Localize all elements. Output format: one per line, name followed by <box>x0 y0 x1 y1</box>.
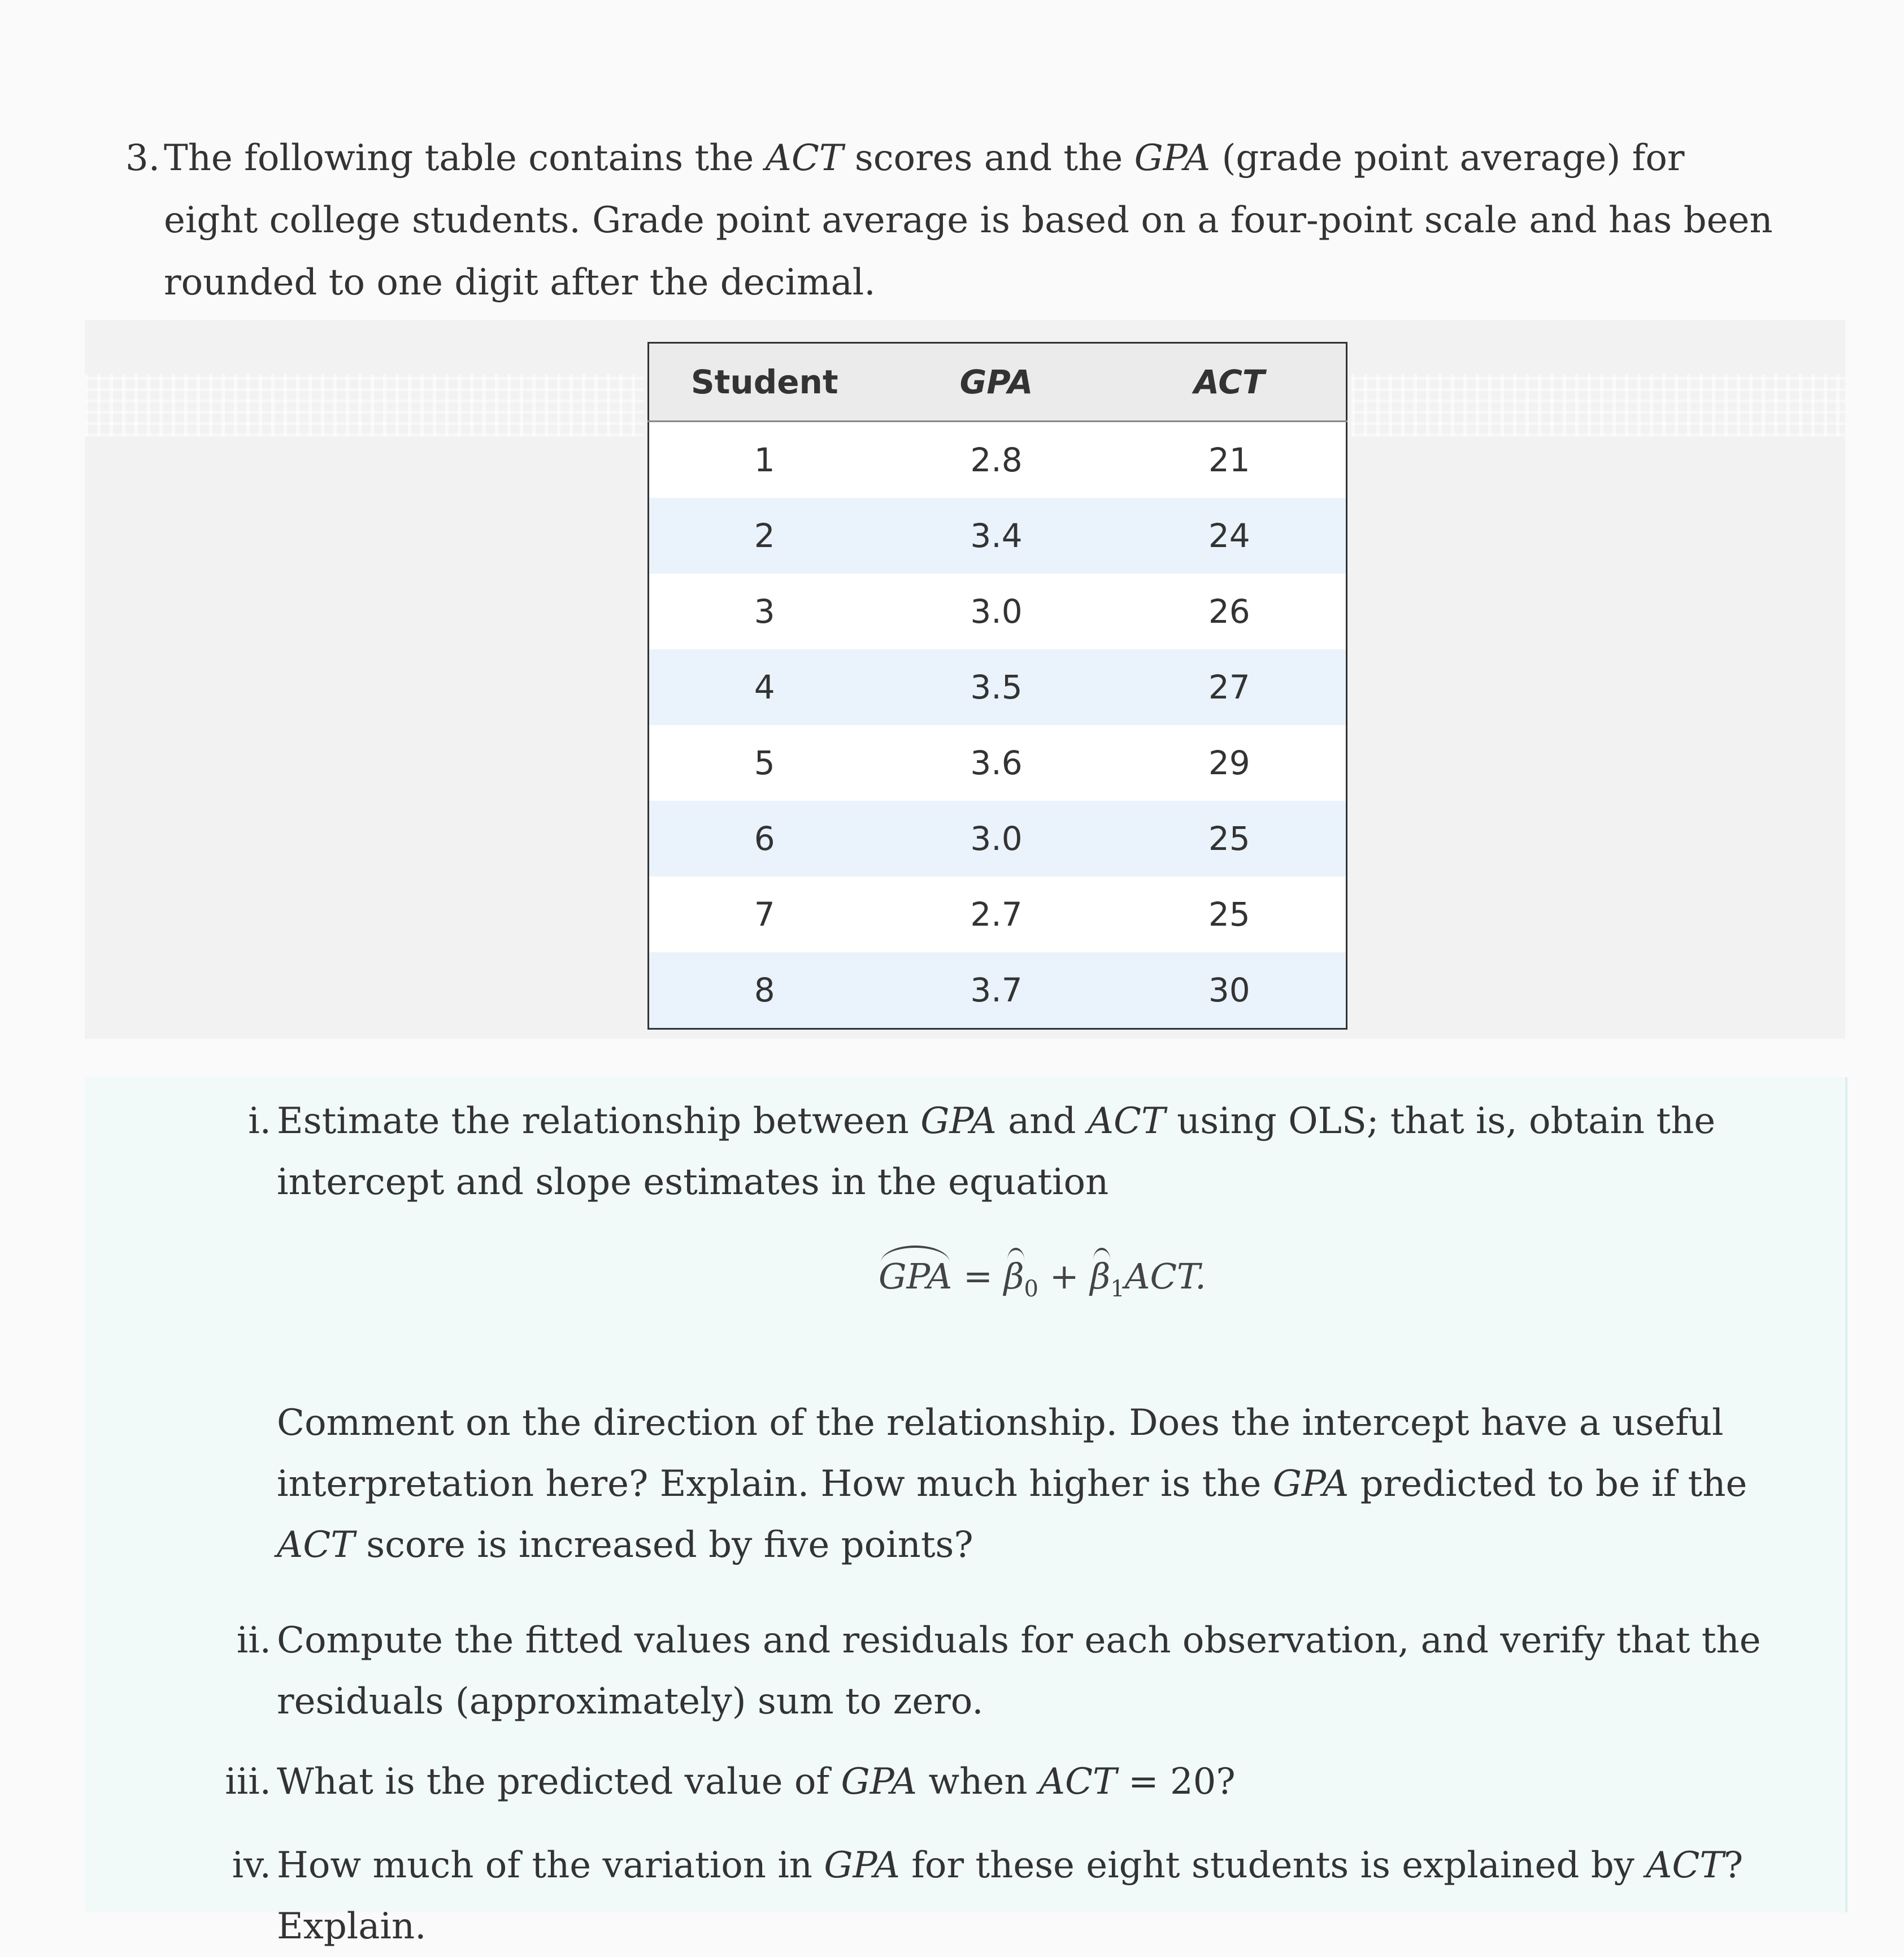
subquestion-iv <box>164 1835 1780 1957</box>
cell-student: 6 <box>649 801 880 876</box>
intro-text: The following table contains the ACT scores and the GPA (grade point average) for eight college students. Grade point average is based on a four-point scale and has been rounded to one digit after the decimal. <box>164 137 1773 303</box>
cell-act: 29 <box>1113 725 1347 801</box>
cell-student: 4 <box>649 649 880 725</box>
table-row <box>649 952 1347 1029</box>
data-table <box>647 342 1347 1030</box>
subquestion-iii-label: iii. <box>225 1761 271 1803</box>
question-number: 3. <box>125 137 160 179</box>
cell-gpa: 3.5 <box>880 649 1113 725</box>
table-header-row <box>649 343 1347 422</box>
subquestion-ii-label: ii. <box>236 1620 271 1661</box>
regression-equation: GPA = $\beta_0 + \beta_1ACT$. <box>879 1256 1206 1302</box>
header-act: ACT <box>1113 343 1347 422</box>
table-row <box>649 498 1347 574</box>
cell-act: 24 <box>1113 498 1347 574</box>
subquestion-iii <box>164 1751 1780 1812</box>
subquestion-iv-label: iv. <box>232 1845 271 1886</box>
cell-student: 7 <box>649 876 880 952</box>
cell-student: 1 <box>649 422 880 498</box>
table-row <box>649 649 1347 725</box>
table-row <box>649 876 1347 952</box>
band-pattern-left <box>85 374 644 436</box>
subquestion-ii-text: Compute the fitted values and residuals for each observation, and verify that the residuals (approximately) sum to zero. <box>277 1620 1761 1722</box>
cell-gpa: 3.6 <box>880 725 1113 801</box>
cell-gpa: 3.7 <box>880 952 1113 1029</box>
cell-gpa: 3.0 <box>880 801 1113 876</box>
table-row <box>649 574 1347 649</box>
subquestion-i-label: i. <box>248 1100 271 1142</box>
subquestion-i-text: Estimate the relationship between GPA and ACT using OLS; that is, obtain the intercept and slope estimates in the equation <box>277 1100 1716 1203</box>
cell-student: 3 <box>649 574 880 649</box>
band-pattern-right <box>1351 374 1845 436</box>
cell-act: 25 <box>1113 876 1347 952</box>
subquestion-i-comment: Comment on the direction of the relationship. Does the intercept have a useful interpretation here? Explain. How much higher is the GPA predicted to be if the ACT score is increased by five points? <box>277 1402 1747 1566</box>
beta1-hat: $\beta_1$ <box>1090 1256 1125 1302</box>
cell-student: 8 <box>649 952 880 1029</box>
subquestion-iv-text: How much of the variation in GPA for these eight students is explained by ACT? Explain. <box>277 1845 1744 1947</box>
question-intro <box>125 127 1775 314</box>
subquestion-iii-text: What is the predicted value of GPA when ACT = 20? <box>277 1761 1236 1803</box>
cell-act: 30 <box>1113 952 1347 1029</box>
table-row <box>649 725 1347 801</box>
subquestion-i <box>164 1091 1780 1213</box>
cell-gpa: 3.4 <box>880 498 1113 574</box>
cell-act: 25 <box>1113 801 1347 876</box>
cell-gpa: 3.0 <box>880 574 1113 649</box>
header-student: Student <box>649 343 880 422</box>
cell-gpa: 2.7 <box>880 876 1113 952</box>
cell-student: 2 <box>649 498 880 574</box>
cell-student: 5 <box>649 725 880 801</box>
table-row <box>649 801 1347 876</box>
cell-act: 27 <box>1113 649 1347 725</box>
cell-gpa: 2.8 <box>880 422 1113 498</box>
cell-act: 26 <box>1113 574 1347 649</box>
subquestion-ii <box>164 1610 1780 1732</box>
table-row <box>649 422 1347 498</box>
gpa-hat: GPA <box>879 1256 953 1297</box>
header-gpa: GPA <box>880 343 1113 422</box>
beta0-hat: $\beta_0$ <box>1003 1256 1038 1302</box>
cell-act: 21 <box>1113 422 1347 498</box>
